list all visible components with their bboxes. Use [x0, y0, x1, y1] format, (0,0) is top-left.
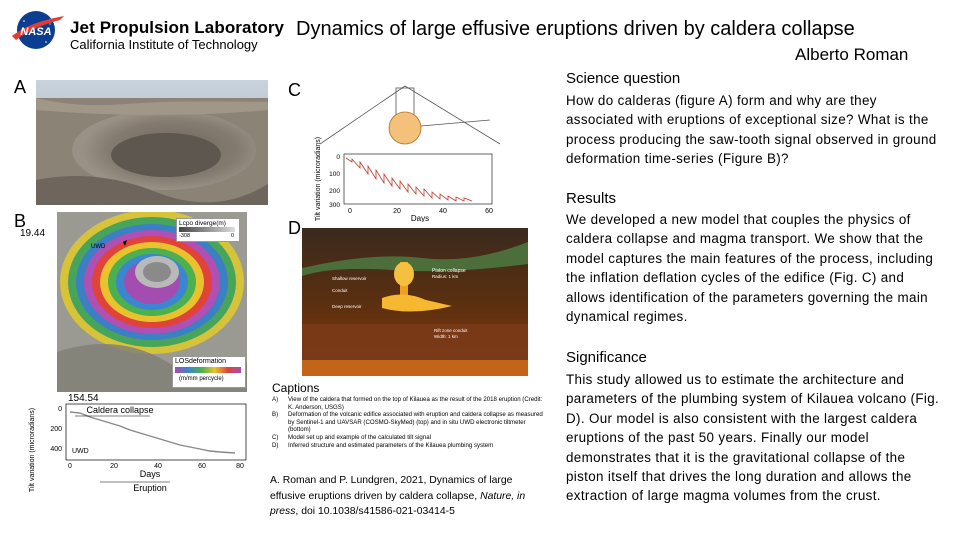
captions-list [272, 396, 544, 449]
rift-zone-label: Rift zone conduit [434, 328, 468, 333]
panel-c-ytick-3: 300 [329, 202, 340, 209]
captions-heading: Captions [272, 381, 320, 395]
conduit-label: Conduit [332, 288, 348, 293]
results-heading: Results [566, 190, 617, 207]
panel-a-letter: A [14, 77, 27, 97]
caldera-collapse-label: Caldera collapse [86, 405, 154, 415]
panel-b-tilt-chart [20, 398, 255, 494]
panel-b-letter: B [14, 211, 27, 231]
lab-name: Jet Propulsion Laboratory [70, 18, 285, 37]
shallow-reservoir-label: Shallow reservoir [332, 276, 367, 281]
panel-d-letter: D [288, 218, 301, 238]
caption-text: Deformation of the volcanic edifice associated with eruption and caldera collapse as measured by Sentinel-1 and UAVSAR (COSMO-SkyMed) (top) and in situ UWD electronic tiltmeter (bottom) [288, 411, 543, 434]
magma-reservoir [389, 112, 421, 144]
los-title: LOSdeformation [175, 358, 226, 365]
colorbar-title: Lcpo diverge(m) [179, 220, 226, 227]
panel-c-ylabel: Tilt variation (microradians) [315, 136, 322, 222]
longitude-label: 154.54 [68, 393, 99, 404]
citation-journal: Nature, in press [270, 490, 526, 517]
los-colorbar [175, 367, 241, 373]
panel-b-xtick-3: 60 [198, 463, 206, 470]
deep-reservoir-label: Deep reservoir [332, 304, 362, 309]
citation-doi: , doi 10.1038/s41586-021-03414-5 [295, 506, 455, 517]
citation-text: A. Roman and P. Lundgren, 2021, Dynamics of large effusive eruptions driven by caldera collapse, [270, 475, 513, 502]
panel-c-xtick-2: 40 [439, 208, 447, 215]
panel-b-xtick-1: 20 [110, 463, 118, 470]
significance-body: This study allowed us to estimate the architecture and parameters of the plumbing system of Kilauea volcano (Fig. D). Our model is also consistent with the largest caldera eruptions of the past 50 years. Finally our model demonstrates that it is the gravitational collapse of the piston itself that drives the long duration and allows the extraction of large magma volumes from the crust. [566, 372, 940, 504]
deep-reservoir [302, 360, 528, 376]
significance-heading: Significance [566, 349, 647, 366]
panel-a-caldera-photo [36, 80, 268, 205]
panel-c-ytick-1: 100 [329, 171, 340, 178]
panel-b-ytick-0: 0 [58, 406, 62, 413]
caption-text: View of the caldera that formed on the top of Kilauea as the result of the 2018 eruption (Credit: K. Anderson, USGS) [288, 396, 543, 411]
colorbar-legend [176, 218, 240, 242]
panel-b-ytick-2: 400 [50, 446, 62, 453]
caption-text: Model set up and example of the calculated tilt signal [288, 433, 431, 441]
caption-letter: C) [272, 433, 279, 441]
panel-b-tilt-series [70, 412, 235, 453]
latitude-label: 19.44 [20, 228, 46, 239]
rift-zone-sub: Width: 1 km [434, 334, 458, 339]
caption-item [272, 396, 544, 411]
results-body: We developed a new model that couples the physics of caldera collapse and magma transport. We show that the model captures the main features of the process, including the inflation deflation cycles of the edifice (Fig. C) and allows identification of the parameters governing the main dynamical regimes. [566, 212, 934, 325]
panel-b-uwd-label: UWD [72, 448, 89, 455]
colorbar-max: 0 [231, 233, 235, 239]
eruption-label: Eruption [133, 483, 167, 493]
panel-b-xlabel: Days [139, 469, 161, 479]
panel-b-ytick-1: 200 [50, 426, 62, 433]
colorbar-gradient [179, 227, 235, 232]
panel-c-xtick-1: 20 [393, 208, 401, 215]
magma-conduit [421, 120, 490, 126]
piston-collapse-label: Piston collapse [432, 268, 466, 274]
caption-item [272, 411, 544, 434]
caption-letter: D) [272, 441, 279, 449]
panel-c-xtick-0: 0 [348, 208, 352, 215]
jpl-logo [10, 10, 285, 54]
nasa-logo-icon [10, 10, 66, 50]
panel-c-plot-frame [344, 154, 492, 204]
panel-c-ytick-2: 200 [329, 188, 340, 195]
panel-c-xlabel: Days [410, 214, 430, 222]
panel-c-ytick-0: 0 [336, 154, 340, 161]
panel-b-ylabel: Tilt variation (microradians) [29, 407, 36, 493]
caption-item [272, 434, 544, 442]
science-question-body: How do calderas (figure A) form and why are they associated with eruptions of exceptional size? What is the process producing the saw-tooth signal observed in ground deformation time-series (Figure B)? [566, 93, 937, 167]
shallow-reservoir [394, 262, 414, 286]
caption-text: Inferred structure and estimated parameters of the Kilauea plumbing system [288, 441, 494, 449]
science-question-heading: Science question [566, 70, 681, 87]
panel-c-sawtooth-series [346, 158, 472, 201]
panel-d-plumbing-diagram [302, 228, 528, 376]
panel-b-xtick-2: 40 [154, 463, 162, 470]
panel-c-tilt-chart [315, 137, 492, 221]
colorbar-min: -308 [179, 233, 191, 239]
panel-c-xtick-3: 60 [485, 208, 493, 215]
uwd-map-label: UWD [91, 244, 106, 250]
nasa-logo-text: NASA [20, 26, 52, 38]
institute-name: California Institute of Technology [70, 37, 258, 52]
author-name: Alberto Roman [795, 45, 909, 64]
panel-c-model-figure [300, 82, 510, 222]
panel-b-xtick-4: 80 [236, 463, 244, 470]
los-units: (m/mm percycle) [179, 376, 224, 382]
caption-letter: A) [272, 396, 279, 403]
los-legend [172, 356, 246, 388]
panel-b-xtick-0: 0 [68, 463, 72, 470]
page-title: Dynamics of large effusive eruptions driven by caldera collapse [296, 18, 855, 40]
citation [270, 473, 550, 520]
panel-c-letter: C [288, 80, 301, 100]
caption-item [272, 442, 544, 450]
caption-letter: B) [272, 411, 279, 419]
piston-collapse-sub: Radius: 1 km [432, 274, 459, 279]
